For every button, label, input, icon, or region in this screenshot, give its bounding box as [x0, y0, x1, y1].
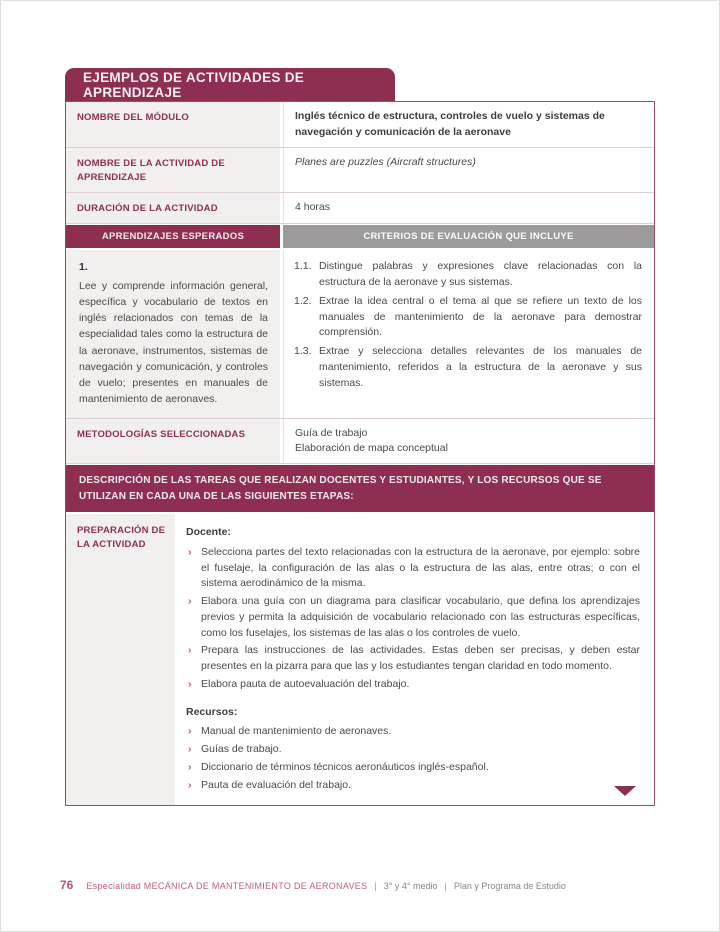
- bullet-chevron-icon: ›: [188, 545, 192, 558]
- module-row: [66, 102, 654, 148]
- footer-separator: |: [374, 881, 377, 891]
- module-value: Inglés técnico de estructura, controles de vuelo y sistemas de navegación y comunicación de la aeronave: [283, 102, 654, 147]
- grade-label: 3° y 4° medio: [383, 881, 438, 891]
- list-item: [186, 594, 640, 641]
- list-item: [186, 677, 640, 693]
- list-item: [186, 742, 640, 758]
- docente-heading: Docente:: [186, 526, 231, 539]
- specialty-label: Especialidad MECÁNICA DE MANTENIMIENTO DE AERONAVES: [86, 881, 368, 891]
- bullet-chevron-icon: ›: [188, 725, 192, 738]
- page-number: 76: [60, 878, 74, 892]
- methodologies-label: METODOLOGÍAS SELECCIONADAS: [66, 419, 283, 464]
- bullet-chevron-icon: ›: [188, 644, 192, 657]
- methodology-item: Guía de trabajo: [295, 426, 368, 439]
- criterion-item: [294, 344, 642, 391]
- criterion-text: Distingue palabras y expresiones clave relacionadas con la estructura de la aeronave y sus sistemas.: [319, 260, 642, 288]
- criterion-item: [294, 294, 642, 341]
- footer-separator: |: [444, 881, 447, 891]
- duration-value: 4 horas: [283, 193, 654, 223]
- page-footer: [60, 878, 566, 892]
- methodologies-values: [283, 419, 654, 464]
- list-item-text: Guías de trabajo.: [201, 743, 282, 756]
- duration-label: DURACIÓN DE LA ACTIVIDAD: [66, 193, 283, 223]
- criterion-number: 1.1.: [294, 260, 312, 273]
- preparation-label: PREPARACIÓN DE LA ACTIVIDAD: [66, 514, 178, 805]
- list-item-text: Elabora una guía con un diagrama para clasificar vocabulario, que defina los aprendizajes previos y permita la adquisición de vocabulario relacionado con las estructuras específicas, como los fuselajes, los sistemas de las alas o los controles de vuelo.: [201, 595, 640, 639]
- activity-name-label: NOMBRE DE LA ACTIVIDAD DE APRENDIZAJE: [66, 148, 283, 193]
- methodologies-row: [66, 419, 654, 465]
- list-item-text: Selecciona partes del texto relacionadas con la estructura de la aeronave, por ejemplo: sobre el fuselaje, la configuración de las alas o la estructura de las alas, entre otras; o con el sistema aerodinámico de la misma.: [201, 545, 640, 590]
- evaluation-criteria-header: CRITERIOS DE EVALUACIÓN QUE INCLUYE: [283, 225, 654, 248]
- activity-name-row: [66, 148, 654, 194]
- outcome-number: 1.: [79, 261, 88, 274]
- section-header-tab: [65, 68, 395, 101]
- list-item: [186, 760, 640, 776]
- criterion-text: Extrae la idea central o el tema al que se refiere un texto de los manuales de mantenimiento de la aeronave para demostrar comprensión.: [319, 294, 642, 339]
- program-label: Plan y Programa de Estudio: [453, 881, 566, 891]
- criterion-number: 1.2.: [294, 294, 312, 307]
- bullet-chevron-icon: ›: [188, 743, 192, 756]
- expected-outcomes-header: APRENDIZAJES ESPERADOS: [66, 225, 283, 248]
- list-item-text: Manual de mantenimiento de aeronaves.: [201, 725, 392, 738]
- outcome-text: Lee y comprende información general, específica y vocabulario de textos en inglés relacionados con temas de la especialidad tales como la estructura de la aeronave, instrumentos, sistemas de navegación y comunicación, y controles de vuelo; presentes en manuales de mantenimiento de aeronaves.: [79, 279, 268, 406]
- bullet-chevron-icon: ›: [188, 595, 192, 608]
- criterion-number: 1.3.: [294, 345, 312, 357]
- criteria-cell: [283, 250, 654, 417]
- preparation-content: [178, 514, 654, 805]
- continuation-triangle-icon: [614, 786, 636, 796]
- bullet-chevron-icon: ›: [188, 677, 192, 690]
- activity-name-value: Planes are puzzles (Aircraft structures): [283, 148, 654, 193]
- methodology-item: Elaboración de mapa conceptual: [295, 442, 448, 455]
- module-label: NOMBRE DEL MÓDULO: [66, 102, 283, 147]
- list-item-text: Pauta de evaluación del trabajo.: [201, 778, 352, 791]
- expected-outcome-cell: [66, 250, 283, 417]
- bullet-chevron-icon: ›: [188, 760, 192, 773]
- criterion-item: [294, 259, 642, 291]
- recursos-heading: Recursos:: [186, 705, 238, 718]
- section-title: EJEMPLOS DE ACTIVIDADES DE APRENDIZAJE: [83, 69, 305, 100]
- list-item: [186, 545, 640, 592]
- outcomes-content-row: [66, 250, 654, 418]
- preparation-row: [66, 514, 654, 805]
- list-item-text: Prepara las instrucciones de las actividades. Estas deben ser precisas, y deben estar presentes en la pizarra para que las y los estudiantes tengan claridad en todo momento.: [201, 644, 640, 673]
- list-item-text: Elabora pauta de autoevaluación del trabajo.: [201, 677, 410, 690]
- tasks-description-bar: DESCRIPCIÓN DE LAS TAREAS QUE REALIZAN DOCENTES Y ESTUDIANTES, Y LOS RECURSOS QUE SE UTILIZAN EN CADA UNA DE LAS SIGUIENTES ETAPAS:: [66, 464, 654, 514]
- list-item: [186, 778, 640, 794]
- list-item: [186, 724, 640, 740]
- duration-row: [66, 193, 654, 224]
- list-item-text: Diccionario de términos técnicos aeronáuticos inglés-español.: [201, 760, 489, 773]
- criterion-text: Extrae y selecciona detalles relevantes de los manuales de mantenimiento, referidos a la estructura de la aeronave y sus sistemas.: [319, 345, 642, 389]
- outcomes-header-band: [66, 224, 654, 250]
- bullet-chevron-icon: ›: [188, 778, 192, 791]
- list-item: [186, 643, 640, 675]
- activity-table: [65, 101, 655, 806]
